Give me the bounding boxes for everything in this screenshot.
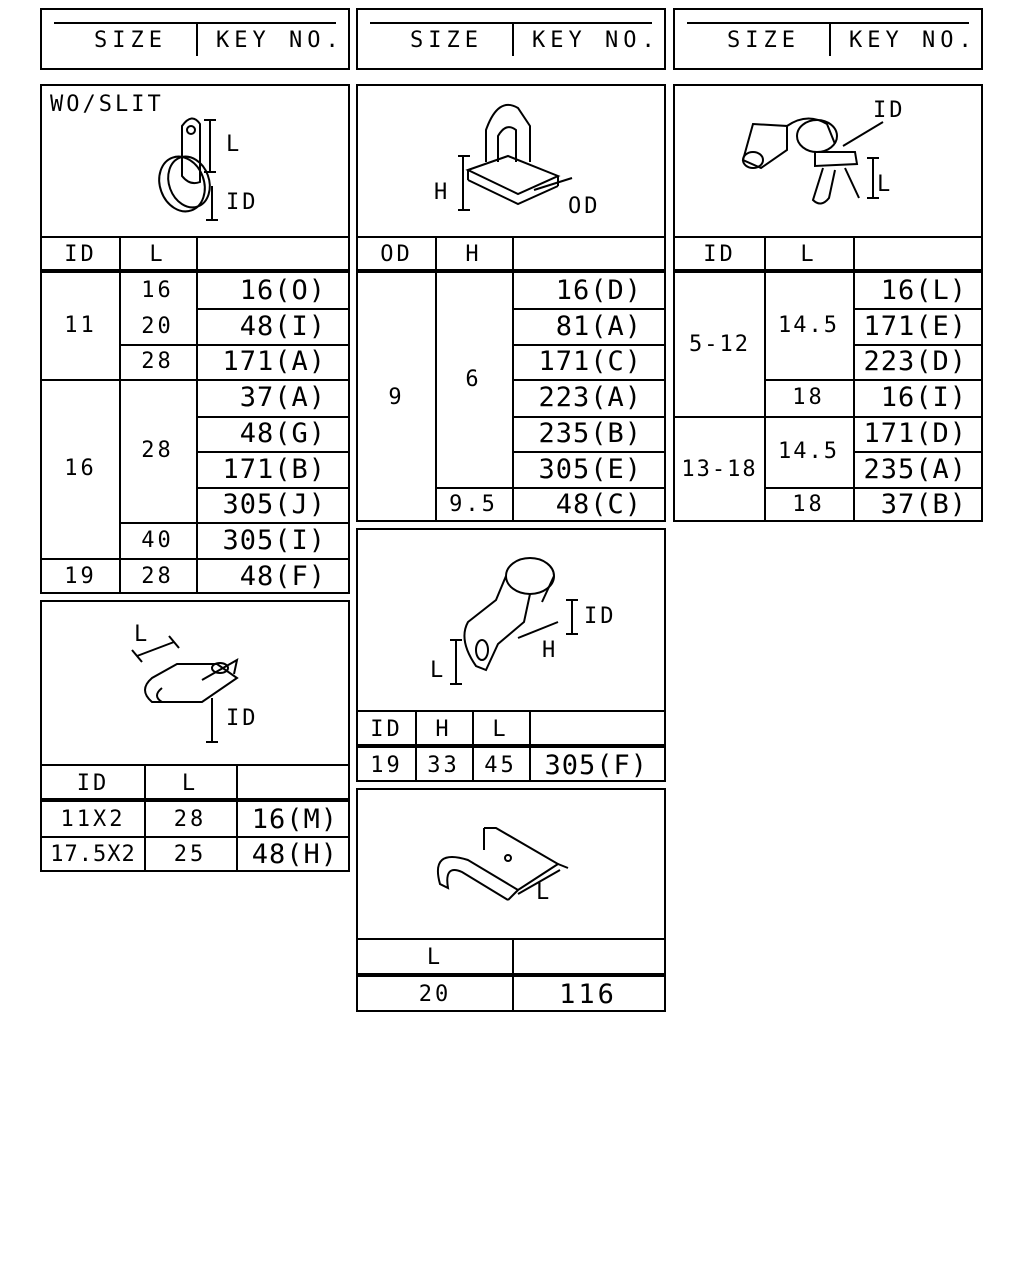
key-no-cell: 48(C) (555, 489, 642, 520)
l-cell: 18 (792, 385, 825, 410)
key-no-cell: 116 (559, 979, 617, 1010)
col-header-l: L (181, 770, 199, 796)
col-header-l: L (426, 945, 444, 970)
bracket-id-label: ID (584, 604, 617, 629)
key-no-cell: 235(A) (863, 453, 967, 485)
key-no-cell: 171(D) (863, 418, 967, 449)
clamp1-table (40, 236, 350, 594)
key-no-cell: 223(D) (863, 346, 967, 377)
header-box-1 (40, 8, 350, 70)
id-cell: 13-18 (681, 456, 758, 482)
plate-l-label: L (536, 880, 553, 905)
key-no-cell: 16(O) (239, 274, 326, 306)
l-cell: 18 (792, 492, 825, 517)
col-header-l: L (800, 241, 817, 267)
bracket-h-label: H (542, 638, 559, 663)
wo-slit-note: WO/SLIT (50, 92, 164, 117)
id-cell: 5-12 (689, 331, 750, 357)
size-header: SIZE (94, 28, 167, 53)
l-cell: 16 (141, 277, 174, 303)
header-box-2 (356, 8, 666, 70)
col-header-id: ID (64, 241, 97, 267)
key-no-cell: 16(I) (880, 382, 967, 413)
key-no-cell: 171(C) (538, 346, 642, 377)
clip-table (356, 236, 666, 522)
l-cell: 28 (173, 806, 207, 832)
col-header-h: H (435, 716, 452, 742)
key-no-header: KEY NO. (216, 28, 344, 53)
clamp2-table (40, 764, 350, 872)
col-header-id: ID (76, 770, 110, 796)
l-cell: 14.5 (778, 439, 839, 464)
id-cell: 19 (370, 752, 403, 778)
l-cell: 20 (418, 982, 452, 1007)
h-cell: 33 (427, 752, 460, 778)
l-cell: 20 (141, 313, 174, 339)
bracket-table (356, 710, 666, 782)
key-no-header: KEY NO. (532, 28, 660, 53)
key-no-cell: 171(E) (863, 310, 967, 342)
key-no-cell: 48(I) (239, 310, 326, 342)
size-header: SIZE (410, 28, 483, 53)
key-no-cell: 48(H) (251, 838, 338, 870)
h-cell: 6 (465, 367, 482, 392)
push-clip-drawing (358, 86, 668, 240)
holder-table (673, 236, 983, 522)
col-header-id: ID (370, 716, 403, 742)
id-cell: 11 (64, 313, 97, 338)
bracket-l-label: L (430, 658, 447, 683)
l-cell: 28 (141, 349, 174, 374)
key-no-cell: 171(B) (222, 453, 326, 485)
key-no-cell: 81(A) (555, 310, 642, 342)
key-no-cell: 37(A) (239, 382, 326, 413)
id-cell: 17.5X2 (50, 841, 136, 867)
clamp1-illustration-box (40, 84, 350, 238)
id-cell: 16 (64, 456, 97, 481)
id-cell: 19 (64, 563, 97, 589)
l-cell: 14.5 (778, 313, 839, 338)
key-no-cell: 235(B) (538, 418, 642, 449)
round-clamp-drawing (42, 86, 352, 240)
col-header-id: ID (703, 241, 736, 267)
header-box-3 (673, 8, 983, 70)
key-no-cell: 48(G) (239, 418, 326, 449)
l-cell: 40 (141, 527, 174, 553)
holder-clip-drawing (675, 86, 985, 240)
key-no-cell: 171(A) (222, 346, 326, 377)
col-header-od: OD (380, 241, 413, 267)
holder-id-label: ID (873, 98, 906, 123)
key-no-cell: 37(B) (880, 489, 967, 520)
clip-h-label: H (434, 180, 451, 205)
flat-clamp-drawing (42, 602, 352, 768)
key-no-cell: 223(A) (538, 382, 642, 413)
key-no-cell: 305(I) (222, 524, 326, 556)
clip-od-label: OD (568, 194, 601, 219)
plate-table (356, 938, 666, 1012)
clamp2-id-label: ID (226, 706, 259, 731)
key-no-cell: 48(F) (239, 560, 326, 592)
l-cell: 28 (141, 563, 174, 589)
key-no-cell: 16(D) (555, 274, 642, 306)
key-no-cell: 305(J) (222, 489, 326, 520)
plate-illustration-box (356, 788, 666, 940)
key-no-cell: 305(E) (538, 453, 642, 485)
l-cell: 25 (173, 841, 207, 867)
l-cell: 28 (141, 438, 174, 463)
key-no-header: KEY NO. (849, 28, 977, 53)
bracket-illustration-box (356, 528, 666, 712)
clip-illustration-box (356, 84, 666, 238)
key-no-cell: 16(L) (880, 274, 967, 306)
size-header: SIZE (727, 28, 800, 53)
col-header-h: H (465, 241, 482, 267)
key-no-cell: 305(F) (544, 749, 648, 781)
clamp2-l-label: L (134, 622, 151, 647)
clamp1-id-label: ID (226, 190, 259, 215)
holder-illustration-box (673, 84, 983, 238)
key-no-cell: 16(M) (251, 803, 338, 835)
od-cell: 9 (388, 384, 405, 410)
plate-clip-drawing (358, 790, 668, 942)
clamp2-illustration-box (40, 600, 350, 766)
l-cell: 45 (484, 752, 517, 778)
col-header-l: L (492, 716, 509, 742)
clamp1-l-label: L (226, 132, 243, 157)
holder-l-label: L (877, 172, 894, 197)
bracket-clamp-drawing (358, 530, 668, 714)
h-cell: 9.5 (449, 492, 498, 517)
col-header-l: L (149, 241, 166, 267)
id-cell: 11X2 (60, 806, 126, 832)
